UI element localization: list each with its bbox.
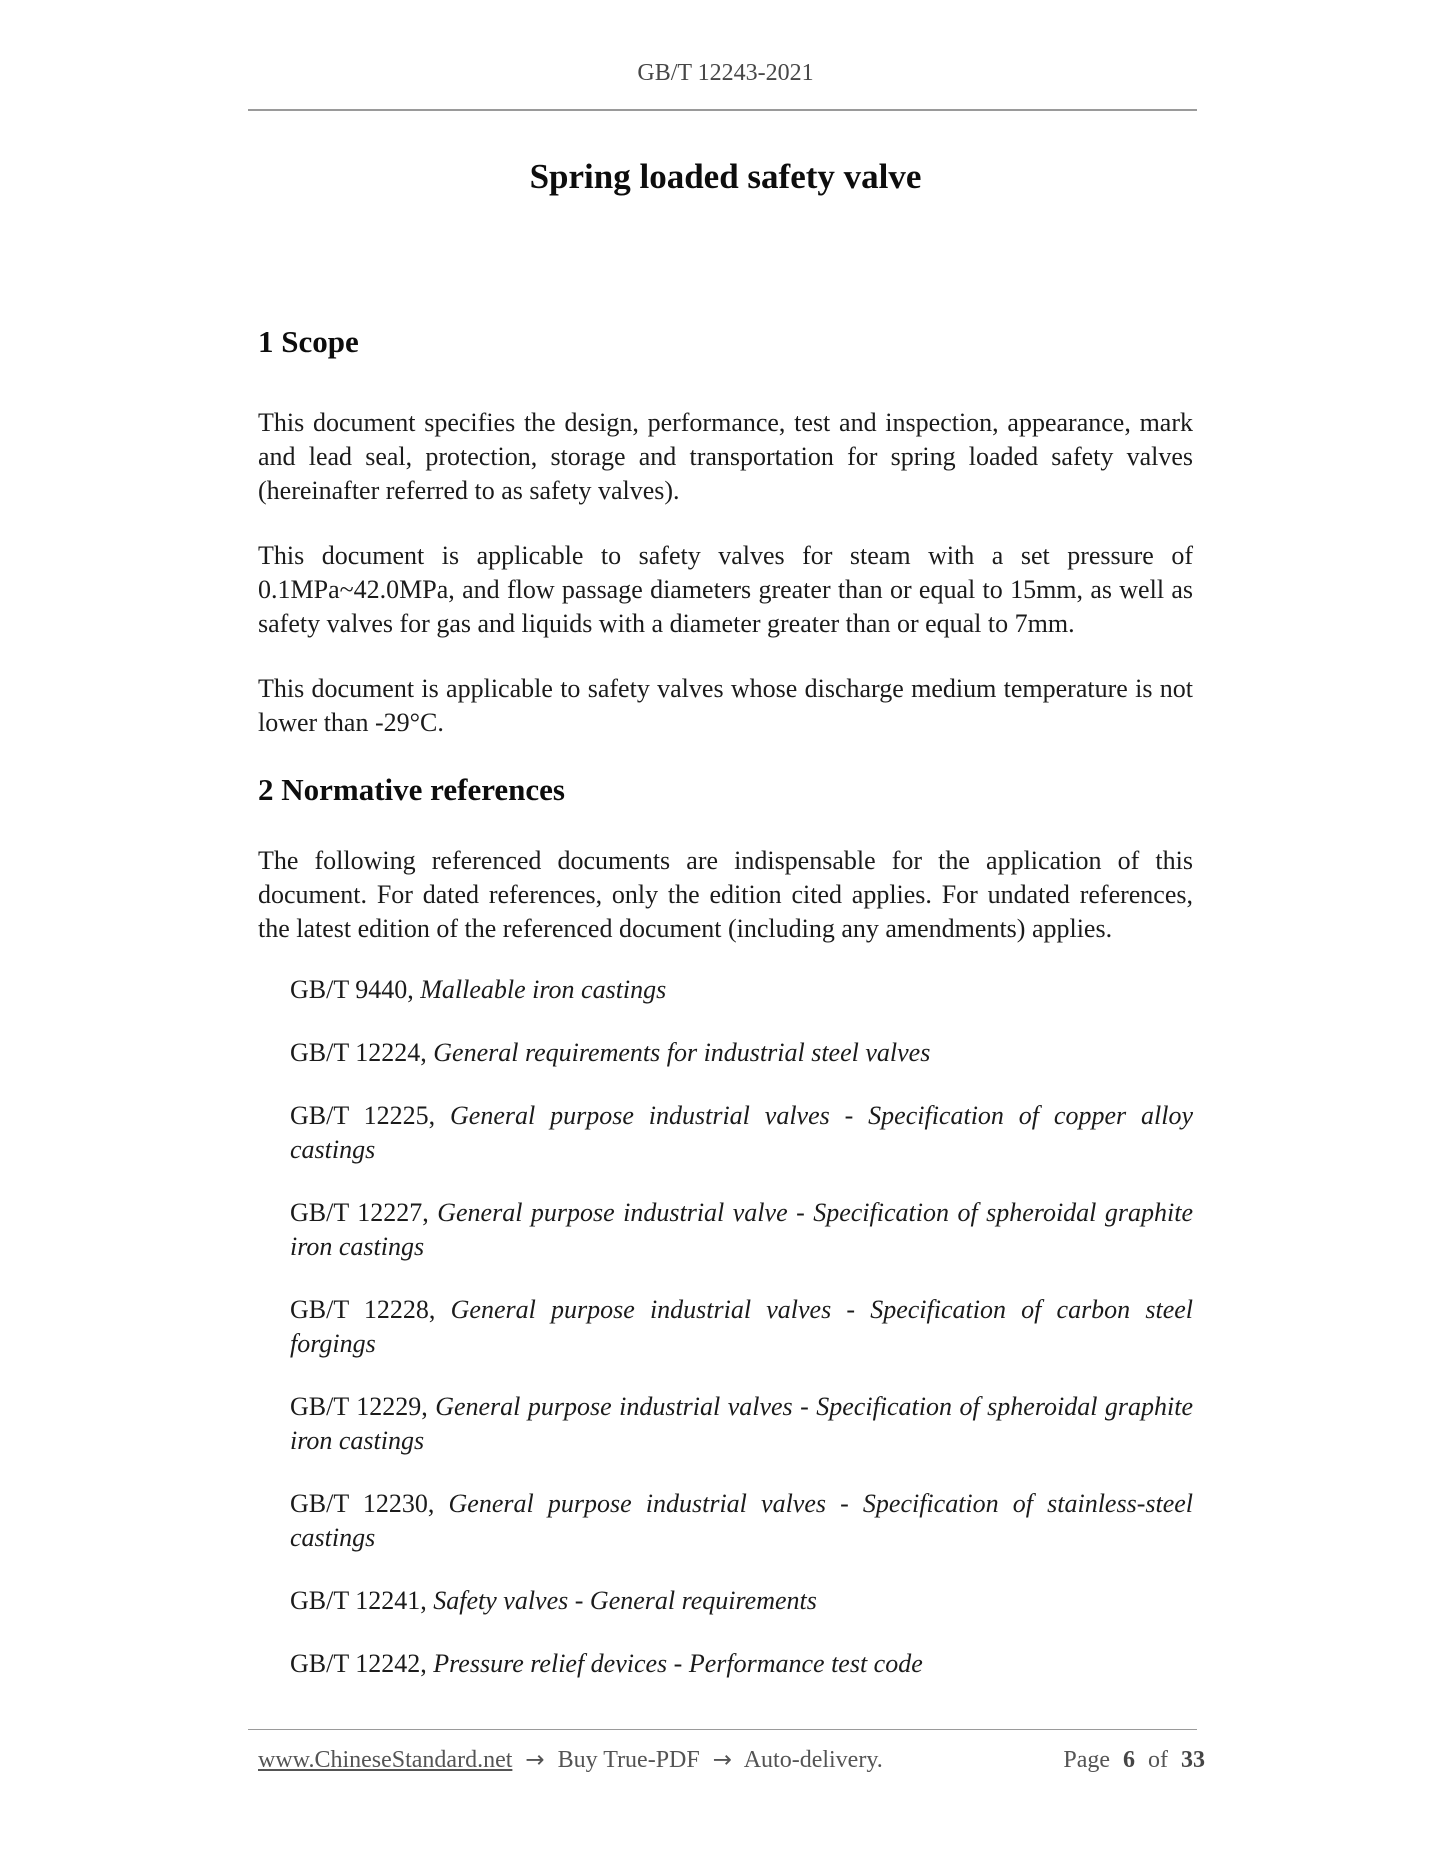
reference-item bbox=[290, 1099, 1193, 1167]
reference-title: General requirements for industrial steel valves bbox=[433, 1038, 931, 1067]
reference-item bbox=[290, 1584, 1193, 1618]
footer-buy-label: Buy True-PDF bbox=[557, 1747, 700, 1773]
reference-title: General purpose industrial valves - Specification of spheroidal graphite iron castings bbox=[290, 1392, 1193, 1455]
normative-intro-paragraph: The following referenced documents are indispensable for the application of this document. For dated references, only the edition cited applies. For undated references, the latest edition of the referenced document (including any amendments) applies. bbox=[258, 846, 1193, 943]
header-rule bbox=[248, 109, 1197, 111]
reference-title: General purpose industrial valves - Specification of carbon steel forgings bbox=[290, 1295, 1194, 1358]
page-word: Page bbox=[1063, 1747, 1110, 1773]
reference-item bbox=[290, 1036, 1193, 1070]
scope-paragraph-2: This document is applicable to safety valves for steam with a set pressure of 0.1MPa~42.0MPa, and flow passage diameters greater than or equal to 15mm, as well as safety valves for gas and liquids with a diameter greater than or equal to 7mm. bbox=[258, 541, 1193, 638]
reference-title: General purpose industrial valves - Specification of copper alloy castings bbox=[290, 1101, 1193, 1164]
footer-promo bbox=[258, 1744, 890, 1776]
reference-code: GB/T 12242, bbox=[290, 1649, 427, 1678]
footer-rule bbox=[248, 1729, 1197, 1730]
total-page-number: 33 bbox=[1181, 1747, 1205, 1773]
scope-paragraph-1: This document specifies the design, performance, test and inspection, appearance, mark and lead seal, protection, storage and transportation for spring loaded safety valves (hereinafter referred to as safety valves). bbox=[258, 408, 1193, 505]
reference-code: GB/T 12224, bbox=[290, 1038, 427, 1067]
reference-item bbox=[290, 1390, 1193, 1458]
reference-code: GB/T 9440, bbox=[290, 975, 414, 1004]
section-heading-scope: 1 Scope bbox=[258, 324, 359, 359]
reference-item bbox=[290, 1487, 1193, 1555]
reference-code: GB/T 12230, bbox=[290, 1489, 435, 1518]
reference-title: General purpose industrial valves - Specification of stainless-steel castings bbox=[290, 1489, 1193, 1552]
reference-title: Malleable iron castings bbox=[420, 975, 667, 1004]
reference-item bbox=[290, 1293, 1193, 1361]
reference-item bbox=[290, 1647, 1193, 1681]
header-doc-code: GB/T 12243-2021 bbox=[637, 60, 814, 86]
of-word: of bbox=[1148, 1747, 1168, 1773]
reference-code: GB/T 12241, bbox=[290, 1586, 427, 1615]
reference-item bbox=[290, 973, 1193, 1007]
reference-code: GB/T 12229, bbox=[290, 1392, 428, 1421]
reference-title: Safety valves - General requirements bbox=[433, 1586, 817, 1615]
reference-title: Pressure relief devices - Performance test code bbox=[433, 1649, 923, 1678]
scope-paragraph-3: This document is applicable to safety valves whose discharge medium temperature is not lower than -29°C. bbox=[258, 674, 1193, 737]
arrow-right-icon: → bbox=[525, 1747, 545, 1773]
footer-delivery-label: Auto-delivery. bbox=[743, 1747, 883, 1773]
arrow-right-icon: → bbox=[712, 1747, 733, 1773]
page-indicator bbox=[1056, 1744, 1205, 1776]
site-link[interactable]: www.ChineseStandard.net bbox=[258, 1747, 513, 1773]
page-content bbox=[258, 323, 1193, 1710]
reference-code: GB/T 12227, bbox=[290, 1198, 429, 1227]
document-title: Spring loaded safety valve bbox=[529, 157, 922, 196]
reference-item bbox=[290, 1196, 1193, 1264]
current-page-number: 6 bbox=[1123, 1747, 1135, 1773]
reference-title: General purpose industrial valve - Specification of spheroidal graphite iron castings bbox=[290, 1198, 1193, 1261]
reference-code: GB/T 12225, bbox=[290, 1101, 436, 1130]
reference-code: GB/T 12228, bbox=[290, 1295, 436, 1324]
section-heading-normative-references: 2 Normative references bbox=[258, 772, 565, 807]
page-footer bbox=[258, 1744, 1205, 1776]
